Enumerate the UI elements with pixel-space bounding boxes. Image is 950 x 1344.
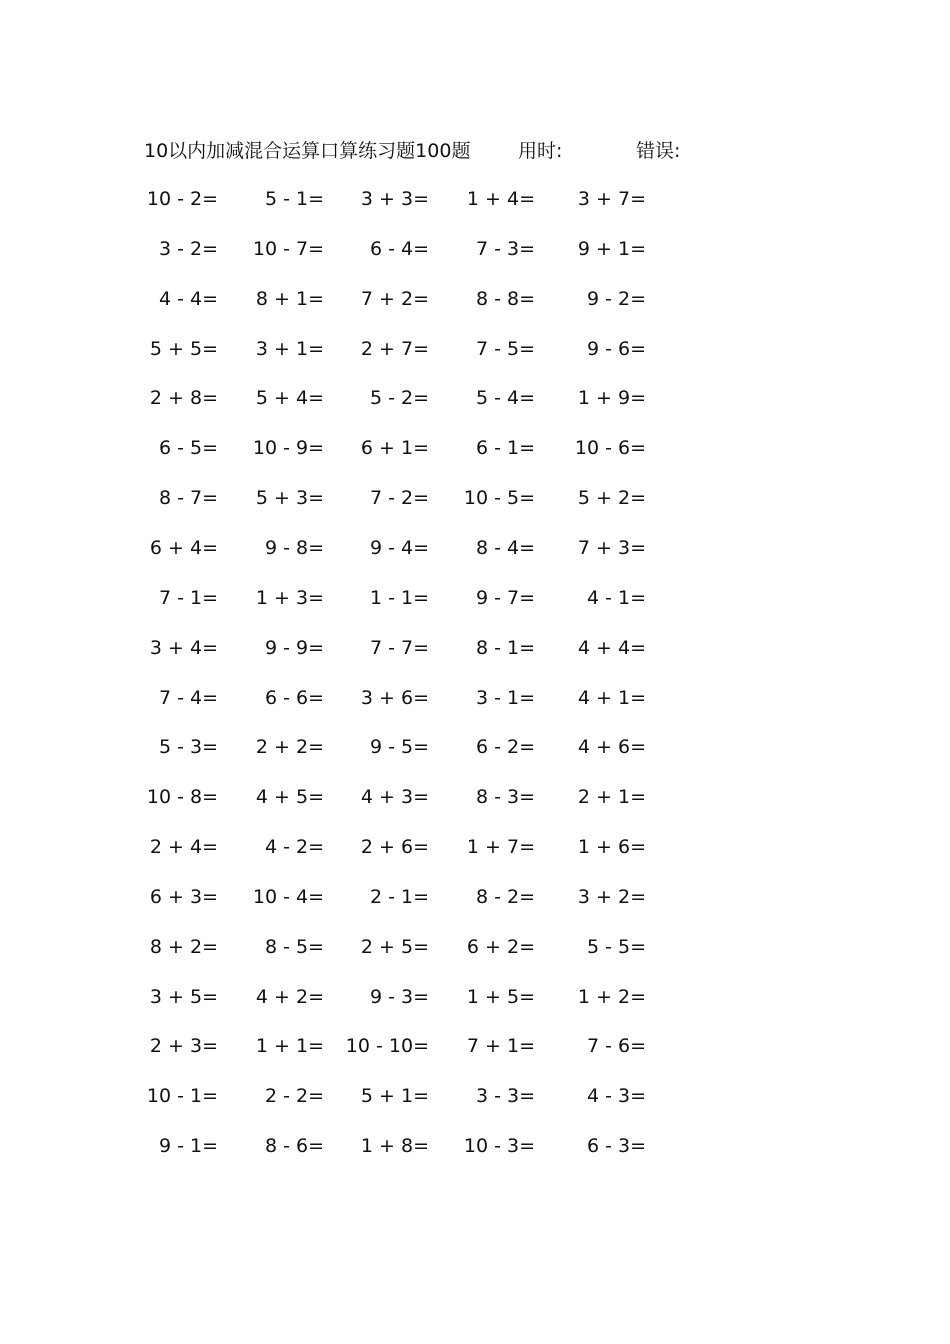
problem-item: 1 + 3=	[255, 586, 324, 609]
problem-item: 1 + 4=	[466, 188, 535, 210]
problem-item: 10 - 8=	[146, 786, 218, 809]
problem-item: 3 + 2=	[577, 885, 646, 908]
problem-row	[0, 683, 950, 713]
problem-row	[0, 932, 950, 962]
problem-row	[0, 583, 950, 613]
problem-item: 10 - 10=	[345, 1035, 429, 1058]
problem-item: 3 - 2=	[158, 237, 218, 260]
problem-item: 8 - 5=	[264, 935, 324, 958]
problem-item: 10 - 6=	[574, 437, 646, 460]
problem-item: 8 - 4=	[475, 536, 535, 559]
problem-item: 9 - 9=	[264, 636, 324, 659]
problem-item: 1 + 7=	[466, 836, 535, 859]
problem-item: 2 + 5=	[360, 935, 429, 958]
problem-item: 3 + 6=	[360, 686, 429, 709]
problem-item: 1 + 2=	[577, 985, 646, 1008]
problem-item: 7 + 2=	[360, 287, 429, 310]
problem-item: 2 + 1=	[577, 786, 646, 809]
problem-item: 8 - 3=	[475, 786, 535, 809]
problem-item: 6 + 4=	[149, 536, 218, 559]
problem-item: 3 + 1=	[255, 337, 324, 360]
problem-item: 8 - 6=	[264, 1135, 324, 1158]
problem-row	[0, 433, 950, 463]
problem-item: 1 + 6=	[577, 836, 646, 859]
problem-row	[0, 982, 950, 1012]
problem-item: 3 + 4=	[149, 636, 218, 659]
problem-item: 2 + 2=	[255, 736, 324, 759]
problem-item: 9 - 6=	[586, 337, 646, 360]
problem-row	[0, 234, 950, 264]
problem-item: 7 - 3=	[475, 237, 535, 260]
problem-item: 4 - 1=	[586, 586, 646, 609]
problem-item: 2 + 7=	[360, 337, 429, 360]
problem-item: 1 + 5=	[466, 985, 535, 1008]
problem-item: 9 - 3=	[369, 985, 429, 1008]
problem-row	[0, 832, 950, 862]
worksheet-title: 10以内加减混合运算口算练习题100题	[144, 140, 471, 162]
problem-row	[0, 383, 950, 413]
problem-item: 9 - 1=	[158, 1135, 218, 1158]
problem-item: 4 + 2=	[255, 985, 324, 1008]
problem-item: 8 - 7=	[158, 487, 218, 510]
problem-row	[0, 533, 950, 563]
problem-item: 6 - 1=	[475, 437, 535, 460]
problem-item: 2 + 4=	[149, 836, 218, 859]
problem-item: 7 - 6=	[586, 1035, 646, 1058]
problem-row	[0, 284, 950, 314]
problem-item: 6 - 4=	[369, 237, 429, 260]
problem-item: 5 + 5=	[149, 337, 218, 360]
problem-item: 4 + 5=	[255, 786, 324, 809]
problem-item: 7 - 7=	[369, 636, 429, 659]
problem-item: 6 + 2=	[466, 935, 535, 958]
problem-item: 1 - 1=	[369, 586, 429, 609]
problem-item: 6 - 2=	[475, 736, 535, 759]
problem-item: 6 - 5=	[158, 437, 218, 460]
problem-item: 1 + 8=	[360, 1135, 429, 1158]
problem-item: 6 - 3=	[586, 1135, 646, 1158]
problem-item: 4 + 3=	[360, 786, 429, 809]
problem-item: 2 + 8=	[149, 387, 218, 410]
problem-item: 2 + 6=	[360, 836, 429, 859]
problem-row	[0, 483, 950, 513]
problem-item: 1 + 1=	[255, 1035, 324, 1058]
problem-item: 3 + 3=	[360, 188, 429, 210]
problem-item: 3 + 5=	[149, 985, 218, 1008]
problem-item: 2 - 1=	[369, 885, 429, 908]
problem-item: 8 - 2=	[475, 885, 535, 908]
problem-item: 3 - 3=	[475, 1085, 535, 1108]
problem-item: 5 + 1=	[360, 1085, 429, 1108]
problem-item: 7 + 3=	[577, 536, 646, 559]
problem-item: 4 - 4=	[158, 287, 218, 310]
problem-item: 10 - 5=	[463, 487, 535, 510]
problem-item: 9 - 5=	[369, 736, 429, 759]
problem-item: 5 + 2=	[577, 487, 646, 510]
problem-item: 7 + 1=	[466, 1035, 535, 1058]
problem-item: 5 - 2=	[369, 387, 429, 410]
problem-item: 10 - 1=	[146, 1085, 218, 1108]
problem-row	[0, 1031, 950, 1061]
problem-item: 7 - 4=	[158, 686, 218, 709]
problem-item: 8 - 8=	[475, 287, 535, 310]
problem-item: 7 - 2=	[369, 487, 429, 510]
problem-item: 8 + 1=	[255, 287, 324, 310]
problem-row	[0, 732, 950, 762]
problem-item: 5 + 4=	[255, 387, 324, 410]
problem-item: 4 - 3=	[586, 1085, 646, 1108]
problem-item: 10 - 2=	[146, 188, 218, 210]
problem-item: 10 - 4=	[252, 885, 324, 908]
problem-item: 9 - 4=	[369, 536, 429, 559]
problem-item: 4 + 6=	[577, 736, 646, 759]
problem-item: 4 - 2=	[264, 836, 324, 859]
problem-item: 8 - 1=	[475, 636, 535, 659]
problem-item: 6 + 3=	[149, 885, 218, 908]
problem-item: 10 - 7=	[252, 237, 324, 260]
problem-item: 5 - 5=	[586, 935, 646, 958]
problem-item: 6 + 1=	[360, 437, 429, 460]
problem-item: 9 - 2=	[586, 287, 646, 310]
problem-item: 10 - 9=	[252, 437, 324, 460]
problem-item: 5 + 3=	[255, 487, 324, 510]
problem-item: 2 - 2=	[264, 1085, 324, 1108]
problem-item: 4 + 1=	[577, 686, 646, 709]
time-used-label: 用时:	[518, 140, 563, 162]
problem-item: 9 + 1=	[577, 237, 646, 260]
problem-item: 3 + 7=	[577, 188, 646, 210]
problem-row	[0, 1081, 950, 1111]
problem-item: 7 - 1=	[158, 586, 218, 609]
problem-item: 5 - 1=	[264, 188, 324, 210]
problem-row	[0, 782, 950, 812]
problem-row	[0, 633, 950, 663]
problem-item: 9 - 8=	[264, 536, 324, 559]
problem-row	[0, 882, 950, 912]
problem-row	[0, 334, 950, 364]
problem-item: 7 - 5=	[475, 337, 535, 360]
problem-item: 5 - 4=	[475, 387, 535, 410]
problem-item: 4 + 4=	[577, 636, 646, 659]
problem-row	[0, 1131, 950, 1161]
problem-item: 10 - 3=	[463, 1135, 535, 1158]
problem-item: 9 - 7=	[475, 586, 535, 609]
problem-item: 6 - 6=	[264, 686, 324, 709]
problem-item: 5 - 3=	[158, 736, 218, 759]
problem-item: 3 - 1=	[475, 686, 535, 709]
problem-item: 2 + 3=	[149, 1035, 218, 1058]
problem-row	[0, 184, 950, 214]
problem-item: 8 + 2=	[149, 935, 218, 958]
problem-item: 1 + 9=	[577, 387, 646, 410]
errors-label: 错误:	[636, 140, 681, 162]
